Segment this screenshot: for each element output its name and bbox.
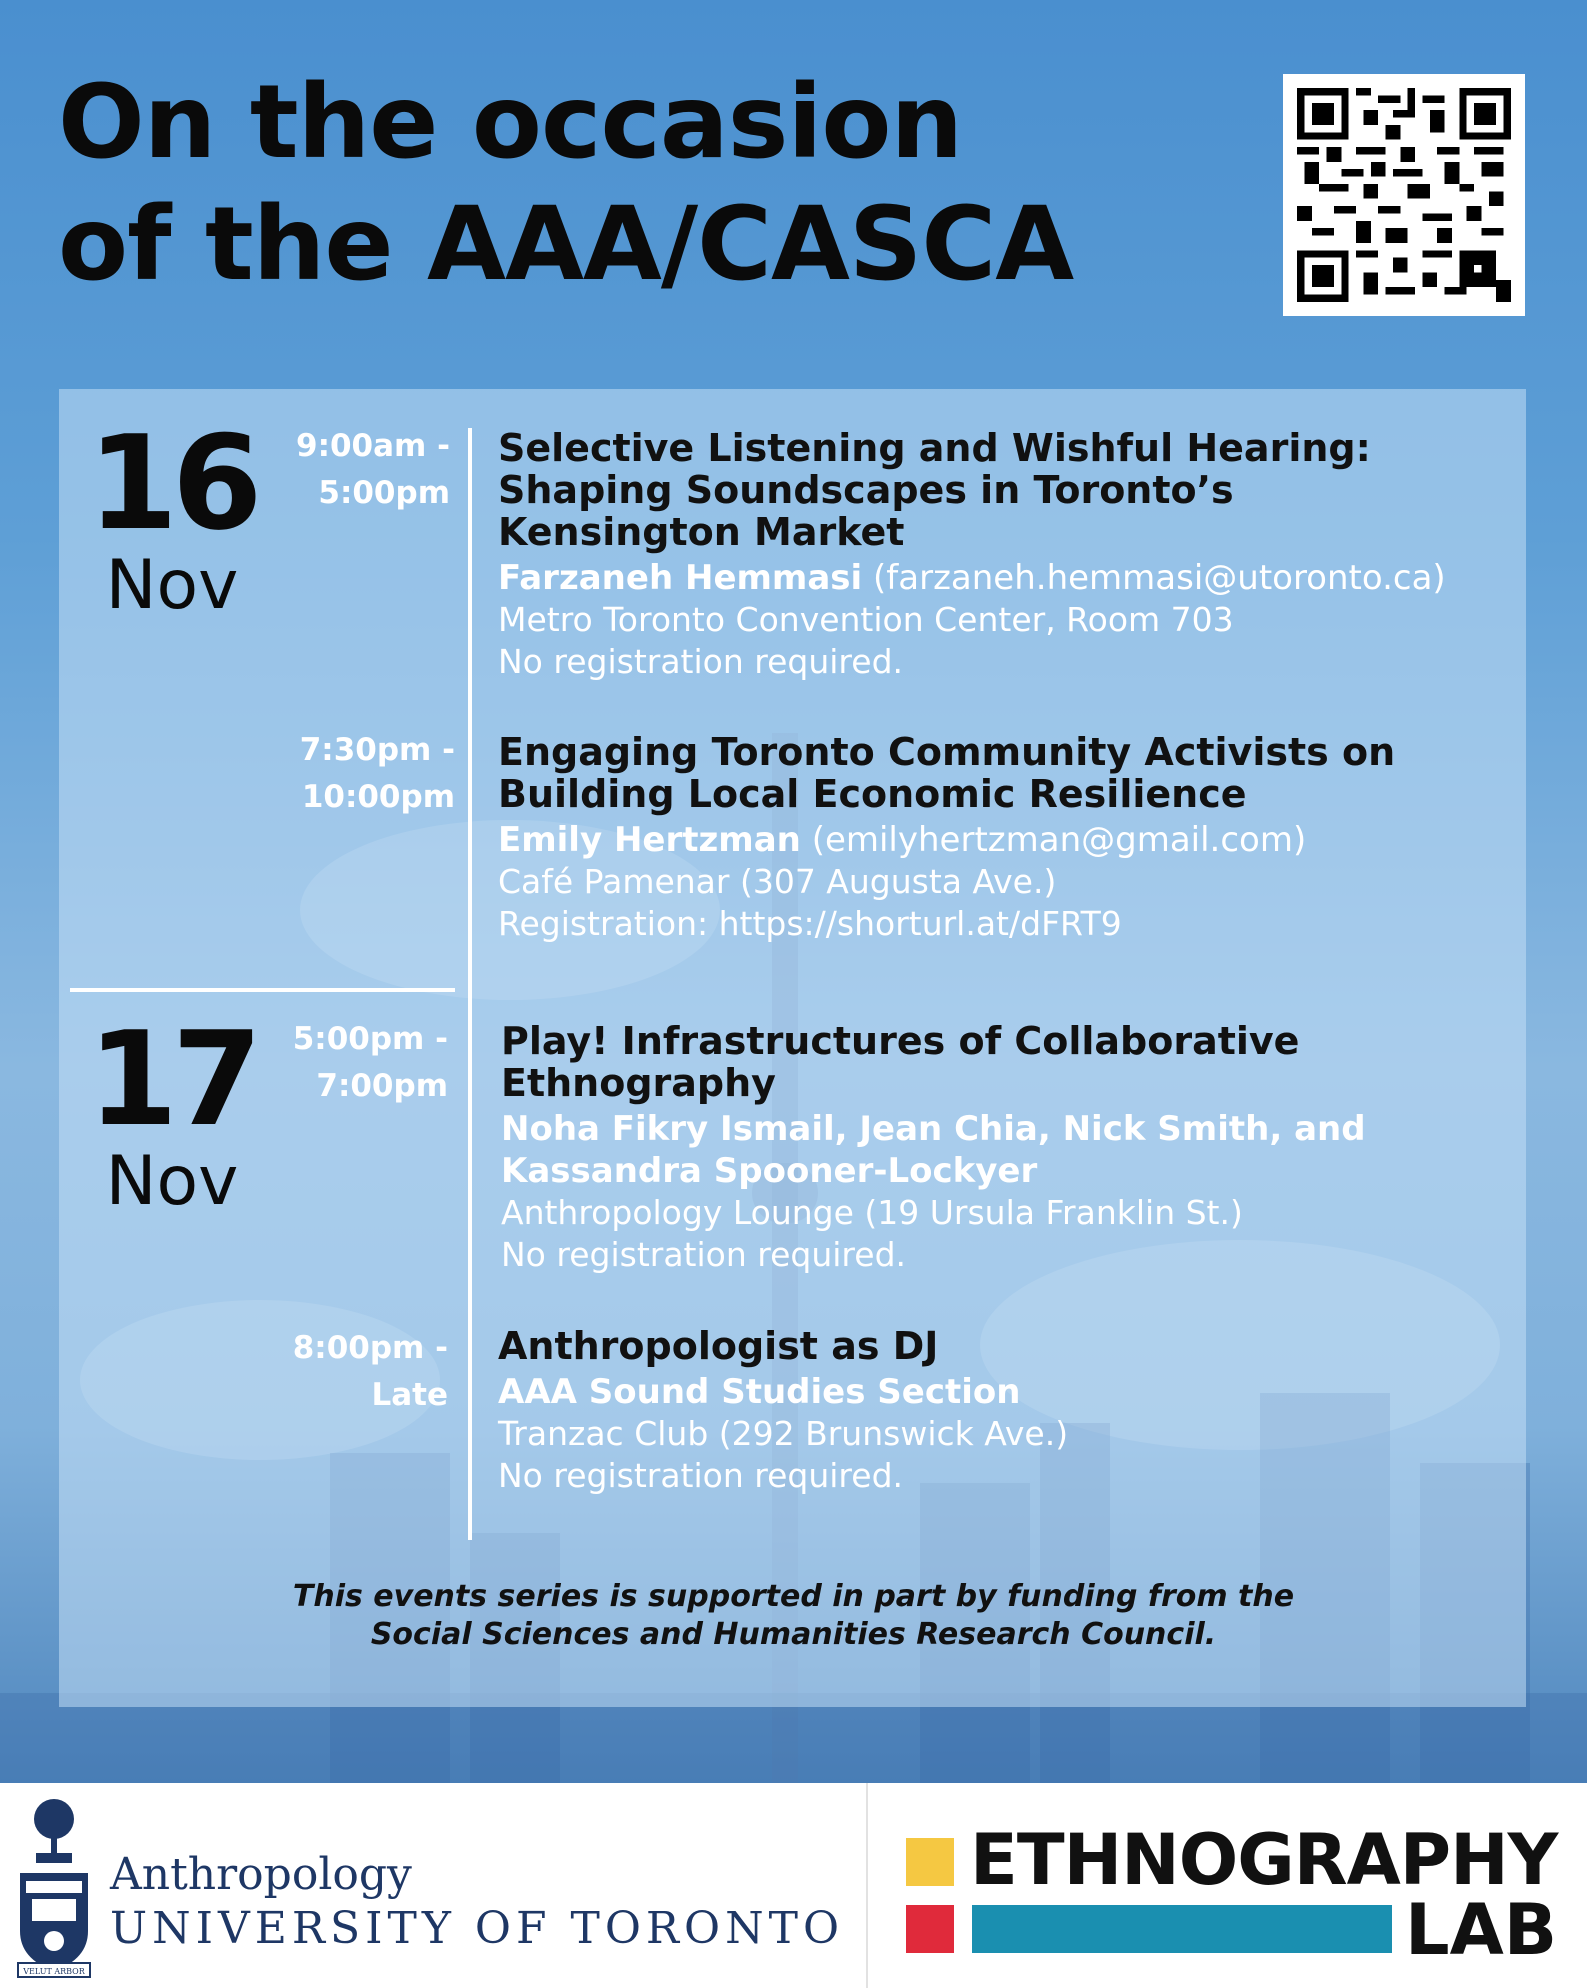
event-registration: No registration required.: [498, 642, 904, 681]
title-line-1: On the occasion: [58, 63, 963, 182]
event-host: [498, 557, 1538, 599]
event-time: [258, 1016, 448, 1110]
ethnography-lab-yellow-square: [906, 1838, 954, 1886]
host-email-link[interactable]: (farzaneh.hemmasi@utoronto.ca): [873, 558, 1446, 598]
host-name: Emily Hertzman: [498, 820, 801, 860]
time-end: 5:00pm: [318, 475, 450, 511]
event-location: Café Pamenar (307 Augusta Ave.): [498, 862, 1057, 901]
funding-note: This events series is supported in part by funding from the Social Sciences and Humanities Research Council.: [292, 1579, 1295, 1652]
event-title: Anthropologist as DJ: [498, 1324, 939, 1368]
event-title: Play! Infrastructures of Collaborative Ethnography: [501, 1019, 1300, 1105]
day-divider: [70, 988, 455, 992]
event-engaging-activists: [498, 731, 1538, 945]
day-number: 17: [87, 1003, 257, 1155]
event-host: [498, 1371, 1538, 1413]
time-end: 7:00pm: [316, 1068, 448, 1104]
time-start: 7:30pm -: [299, 732, 455, 768]
time-start: 8:00pm -: [292, 1330, 448, 1366]
poster-title: [58, 62, 1238, 306]
event-registration: No registration required.: [501, 1235, 907, 1274]
host-email-link[interactable]: (emilyhertzman@gmail.com): [811, 820, 1307, 860]
event-location: Tranzac Club (292 Brunswick Ave.): [498, 1414, 1069, 1453]
ethnography-lab-teal-bar: [972, 1905, 1392, 1953]
ethnography-lab-wordmark: ETHNOGRAPHY: [970, 1819, 1558, 1901]
host-name: AAA Sound Studies Section: [498, 1372, 1021, 1412]
event-play-infrastructures: [501, 1020, 1541, 1276]
time-start: 5:00pm -: [292, 1021, 448, 1057]
event-time: [260, 423, 450, 517]
ethnography-lab-red-square: [906, 1905, 954, 1953]
event-time: [265, 727, 455, 821]
event-registration-link[interactable]: Registration: https://shorturl.at/dFRT9: [498, 904, 1122, 943]
uoft-department: Anthropology: [110, 1849, 412, 1900]
host-name: Farzaneh Hemmasi: [498, 558, 863, 598]
time-end: 10:00pm: [301, 779, 455, 815]
time-end: Late: [371, 1377, 448, 1413]
day-16: [52, 407, 292, 625]
event-selective-listening: [498, 427, 1538, 683]
crest-banner-text: VELUT ARBOR: [23, 1967, 85, 1976]
day-number: 16: [87, 407, 257, 559]
event-registration: No registration required.: [498, 1456, 904, 1495]
host-names: Kassandra Spooner-Lockyer: [501, 1151, 1038, 1191]
day-month: Nov: [105, 546, 239, 625]
ethnography-lab-wordmark-lab: LAB: [1405, 1889, 1558, 1971]
schedule-divider-vertical: [468, 428, 472, 1540]
uoft-crest-icon: [10, 1791, 98, 1981]
event-title: Selective Listening and Wishful Hearing: Shaping Soundscapes in Toronto’s Kensington Market: [498, 426, 1371, 554]
uoft-name: UNIVERSITY OF TORONTO: [110, 1903, 845, 1954]
title-line-2: of the AAA/CASCA: [58, 185, 1074, 304]
day-month: Nov: [105, 1142, 239, 1221]
event-time: [258, 1325, 448, 1419]
time-start: 9:00am -: [296, 428, 450, 464]
day-17: [52, 1003, 292, 1221]
footer-divider: [866, 1783, 868, 1988]
host-names: Noha Fikry Ismail, Jean Chia, Nick Smith, and: [501, 1109, 1366, 1149]
event-host: [501, 1108, 1541, 1192]
event-host: [498, 819, 1538, 861]
event-location: Anthropology Lounge (19 Ursula Franklin St.): [501, 1193, 1243, 1232]
sponsor-footer: [0, 1783, 1587, 1988]
qr-code-icon[interactable]: [1283, 74, 1525, 316]
event-title: Engaging Toronto Community Activists on Building Local Economic Resilience: [498, 730, 1396, 816]
event-anthropologist-dj: [498, 1325, 1538, 1497]
event-location: Metro Toronto Convention Center, Room 703: [498, 600, 1234, 639]
